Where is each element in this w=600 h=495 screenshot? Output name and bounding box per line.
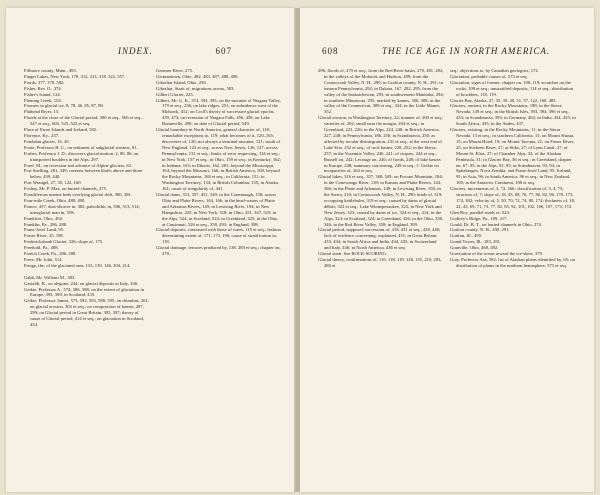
index-entry: Grand Tower, Ill., 183, 281.	[450, 239, 502, 245]
index-entry: Franz-Josef Land, 95.	[24, 227, 65, 233]
index-entry: Glacial period, supposed succession of, 418, 431 et seq., 438, 448; lack of evidence concerning, explained, 431; in Great Britain, 433, 434; in South Africa and India, 434, 435; in Switzerland and Italy, 436; in North America, 436 et seq.	[318, 227, 441, 251]
index-entry: Floods at the close of the Glacial period, 380 et seq., 506 et seq., 547 et seq., 603, 525–523 et seq.	[24, 115, 143, 127]
index-entry: Grafton, Ill., 495.	[450, 233, 483, 239]
index-entry: Fossiliferous marine beds overlying glacial drift, 380, 381.	[24, 192, 132, 198]
index-entry: Glacial drainage, terraces produced by, 138, 283 et seq.; chapter on, 278–	[156, 245, 281, 257]
left-page	[6, 8, 294, 492]
index-entry: Glacial erosion, in Washington Territory, 22; manner of, 200 et seq.; varieties of, 202; small near the margin, 204 et seq.; in Greenland, 223, 226; in the Alps, 224, 248; in British America, 227, 248; in Pennsylvania, 186, 250; in Scandinavia, 250; as affected by secular disintegration, 231 et seq.; at the west end of Lake Erie, 252 et seq.; of rock basins, 228, 252; in the Sierra, 257; in the Yosemite Valley, 246, 241; of cirques, 244 et seq.; Russell on, 242; Lecouge on, 246; of fiords, 248; of lake basins in Europe, 248; summary concerning, 249 et seq.; J. Geikie on incapacities of, 264 et seq.	[318, 115, 444, 174]
left-header-title: INDEX.	[118, 46, 153, 56]
index-entry: Glaciers, ancient, in the Rocky Mountains, 188; in the Sierra Nevada, 149 et seq.; in the British Isles, 393, 394, 396 et seq., 433; in Scandinavia, 393; in Germany, 402; in India, 434, 435; in South Africa, 435; in the Andes, 437.	[450, 103, 576, 127]
index-entry: Glaciers, movements of, 3, 72, 266; classification of, 3, 4, 73; structure of, 7; slope of, 18, 43, 68, 70, 77, 80, 82, 96, 170, 173, 174, 302; velocity of, 5, 50, 70, 72, 74, 80, 174; thickness of, 18, 22, 43, 69, 71, 73, 77, 82, 83, 92, 101, 102, 106, 107, 173, 174.	[450, 186, 576, 209]
index-entry: Four-mile Creek, Ohio, 488, 490.	[24, 197, 86, 203]
index-entry: Fisher's Island, 124.	[24, 91, 61, 97]
left-running-head	[28, 46, 272, 60]
right-page-number: 608	[322, 46, 339, 56]
right-column-2	[450, 68, 576, 269]
index-entry: Gabb, Mr. William M., 383.	[24, 274, 76, 280]
index-entry: Fraser River, 25, 198.	[24, 233, 64, 239]
index-entry: Gravitation of the ocean toward the ice-sheet, 379.	[450, 251, 543, 257]
index-entry: Grafton county, N. H., 290, 291.	[450, 227, 510, 233]
right-column-1	[318, 68, 444, 269]
index-entry: Glacial dams, 313, 357, 451, 549; in the Conemaugh, 158; across Ohio and Platte Rivers, 164, 166; in the head-waters of Platte and Arkansas Rivers, 149; in Lewising River, 194; in New Hampshire, 225; in New York, 318; in Ohio, 251, 347, 523; in the Alps, 524; in Scotland, 524; in Greenland, 325; in the Ohio, at Cincinnati, 326 et seq., 358, 493; in England, 398.	[156, 192, 279, 227]
index-entry: Germantown, Ohio, 482, 483, 487, 488, 490.	[156, 73, 239, 79]
index-entry: Frederickshaab Glacier, 326; slope of, 175.	[24, 239, 104, 245]
left-index-columns	[24, 68, 284, 482]
right-header-title: THE ICE AGE IN NORTH AMERICA.	[382, 46, 551, 56]
left-column-1	[24, 68, 150, 328]
index-entry: Flora of Faroe Islands and Iceland, 582.	[24, 127, 98, 133]
index-entry: Freehold, Pa., 488.	[24, 245, 59, 251]
index-entry: 296; floods of, 279 et seq.; from the Red River basin, 279, 281, 282; in the valleys of the Mohawk and Hudson, 289; from the Contoocook Valley, N. H., 290; in Grafton county, N. H., 291; in eastern Pennsylvania, 292; in Dakota, 167, 292, 295; from the valley of the Saskatchewan, 293; in southwestern Manitoba, 294; in southern Minnesota, 295; marked by kames, 300, 308; in the valley of the Connecticut, 308 et seq., 324; in the Little Miami, 352.	[318, 68, 444, 115]
index-entry: France, 437; dust-shower in, 382; paleolithic in, 506, 513, 514; interglacial man in, 558.	[24, 203, 140, 215]
index-entry: Fisher, Rev. O., 374.	[24, 85, 62, 91]
index-entry: Forbes, Professor J. D., discovers glacial motion, 2, 80, 86; on transported boulders in the Alps, 297.	[24, 150, 139, 162]
index-entry: Gilbert Glacier, 225.	[156, 91, 194, 97]
index-entry: Geikie, Professor James, 573, 582, 583, 588, 595; on drumlins, 261; on glacial erosion, 303 et seq.; on composition of kames, 287, 299; on Glacial period in Great Britain, 395, 397; theory of cause of Glacial period, 414 et seq.; on glaciation in Scotland, 434.	[24, 298, 150, 327]
index-entry: Gray, Professor Asa, 582; list of Alaskan plants identified by, 65; on distribution of plants in the northern hemisphere, 573 et seq.	[450, 257, 575, 268]
index-entry: Glaciation, signs of former, chapter on, 108–119; scratches on the rocks, 109 et seq.; unstratified deposits, 114 et seq.; distribution of bowlders, 118, 119.	[450, 79, 574, 97]
index-entry: Glacial striæ. See ROCK-SCORING.	[318, 251, 388, 257]
index-entry: Fringe, the, of the glaciated area, 133, 139, 146, 204, 214.	[24, 262, 131, 268]
left-page-number: 607	[215, 46, 232, 56]
index-entry: Frankfort, Ohio, 492.	[24, 215, 64, 221]
index-entry: Glacial boundary in North America, general character of, 118; remarkable exceptions to, 119; what becomes of it, 120–165; discoveres of, 120; not always a terminal moraine, 121; south of New England, 123 et seq.; across New Jersey, 126, 127; across Pennsylvania, 131 et seq.; limits of error respecting, 134 et seq.; in New York, 157 et seq.; in Ohio, 159 et seq.; in Kentucky, 162; in Indiana, 163; in Illinois, 162, 281; beyond the Mississippi, 164; beyond the Missouri, 166; in British America, 168; beyond the Rocky Mountains, 168 et seq.; in California, 151; in Washington Territory, 154; in British Columbia, 155; in Alaska, 161; cause of irregularity of, 441.	[156, 127, 282, 192]
index-entry: Genesee River, 275.	[156, 68, 194, 73]
index-entry: Franklin, Pa., 286, 288.	[24, 221, 68, 227]
index-entry: Forel, M., on recession and advance of Alpine glaciers, 63.	[24, 162, 133, 168]
index-entry: Foote, Professor H. C., on sediment of subglacial streams, 81.	[24, 144, 138, 150]
index-entry: Glaciation, probable causes of, 573 et seq.	[450, 73, 528, 79]
index-entry: Gastaldi, B., on alegone, 244; on glacial deposits in Italy, 436.	[24, 280, 139, 286]
index-entry: Florence, Ky., 237.	[24, 132, 60, 138]
index-entry: Fiords, 377, 378, 582.	[24, 79, 65, 85]
index-entry: Fissures in glacial ice, 8, 78, 46, 85, 87, 88.	[24, 103, 104, 109]
index-entry: Flathead River, 13.	[24, 109, 60, 115]
index-entry: Gibraltar, Strait of, migrations across, 583.	[156, 85, 235, 91]
index-entry: Glaciers, existing, in the Rocky Mountains, 11; in the Sierra Nevada, 13 et seq.; in southern California, 15; on Mount Shasta, 15; on Mount Hood, 19; on Mount Tacoma, 21; on Fraser River, 25; on Stickeen River, 27; at Sitka, 27; of Lynn Canal, 27; of Mount St. Elias, 27; of Chamber Alps, 32; of the Alaskan Peninsula, 31; in Glacier Bay, 36 et seq.; in Greenland, chapter on, 67–95; in the Alps, 92, 95; in Scandinavia, 93, 94; in Spitzbergen, Nova Zembla, and Franz-Josef Land, 95; Iceland, 95; in Asia, 96; in South America, 96 et seq.; in New Zealand, 100; in the Antarctic Continent, 100 et seq.	[450, 127, 575, 186]
right-index-columns	[318, 68, 584, 482]
index-entry: Fort Snelling, 281, 349; contrast between bluffs above and those below, 439, 440.	[24, 168, 143, 180]
right-running-head	[322, 46, 572, 60]
index-entry: Glacial deposits, contrasted with those of water, 115 et seq.; fashion determining extent of, 171, 173, 190; cause of stratification in, 118.	[156, 227, 281, 245]
index-entry: Finger Lakes, New York, 178, 312, 313, 318, 322, 557.	[24, 73, 126, 79]
index-entry: Fondalon glacier, 16, 20.	[24, 138, 70, 144]
index-entry: Gilbert, Mr. G. K., 374, 394, 395; on the moraine of Niagara Valley, 179 et seq., 236; on lake ridges, 251; on subsidence west of the Mohawk, 412; on Croll's theory of successive glacial epochs, 439, 473; on recession of Niagara Falls, 456, 458; on Lake Bonneville, 499; on date of Glacial period, 549.	[156, 97, 281, 127]
index-entry: Fort Wrangel, 27, 35, 122, 160.	[24, 180, 82, 186]
index-entry: Geikie, Professor A., 574, 386, 388; on the extent of glaciation in Europe, 393, 398; in Scotland, 433.	[24, 286, 144, 298]
index-entry: Fillmore county, Minn., 495.	[24, 68, 77, 73]
index-entry: Foshay, Mr. P. Max, on buried channels, 275.	[24, 186, 108, 192]
index-entry: Glacial theory, confirmations of, 116, 118, 119, 128, 155, 210, 283, 286 et	[318, 257, 442, 268]
index-entry: Gould, Dr. B. T., on buried channels in Ohio, 274.	[450, 221, 542, 227]
index-entry: Godfrey's Ridge, Pa., 189, 217.	[450, 215, 508, 221]
index-entry: Glacial lakes, 316 et seq., 357, 368, 549; on Pocono Mountain, 184; in the Conewango River, 139; in Kansas and Platte Rivers, 144, 366; in the Platte and Arkansas, 149; in Lewising River, 194; in the Sierra, 210; in Contoocook Valley, N. H., 290; kinds of, 319; occupying kettleholes, 319 et seq.; caused by dams of glacial débris, 322 et seq.; Lake Winnepesaukee, 323; in New York and New Jersey, 323; caused by dams of ice, 324 et seq., 414; in the Alps, 324; in Scotland, 324; in Greenland, 326; in the Ohio, 330, 346; in the Red River Valley, 358; in England, 399.	[318, 174, 444, 227]
right-page	[300, 8, 594, 492]
index-entry: Fleming Creek, 154.	[24, 97, 62, 103]
index-entry: seq.; objections to, by Canadian geologists, 172.	[450, 68, 539, 73]
index-entry: Frere, Mr. John, 514.	[24, 257, 63, 262]
index-entry: Glen Roy, parallel roads of, 524.	[450, 209, 510, 215]
index-entry: Glacier Bay, Alaska, 27, 35, 39, 40, 51, 57, 122, 160, 485.	[450, 97, 557, 103]
index-entry: Gibraltar Island, Ohio, 256.	[156, 79, 207, 85]
index-entry: French Creek, Pa., 286, 288.	[24, 251, 77, 257]
index-entry: Granville, Ohio, 468, 492.	[450, 245, 499, 251]
left-column-2	[156, 68, 282, 257]
